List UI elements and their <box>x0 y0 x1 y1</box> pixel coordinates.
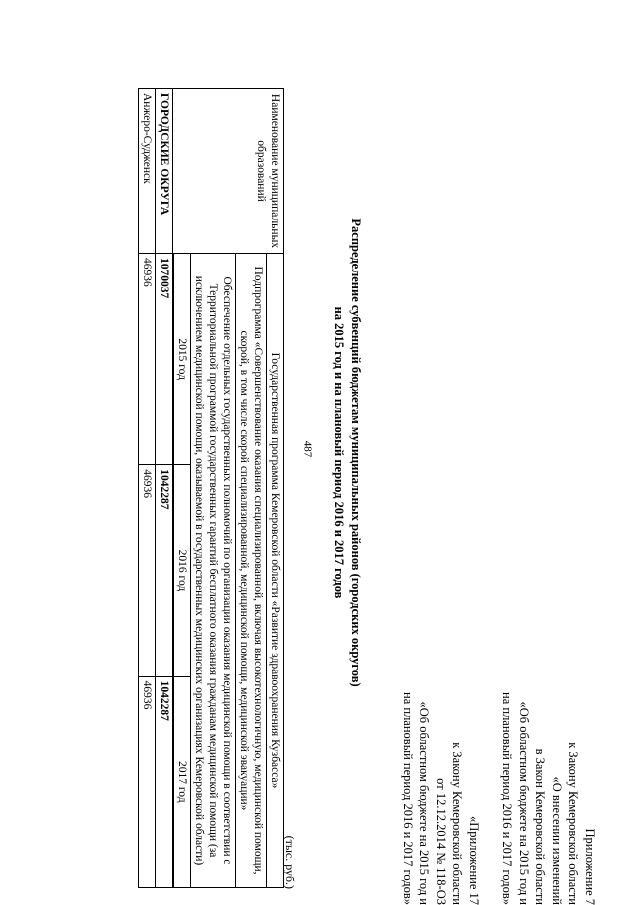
spacer-cell <box>173 465 174 676</box>
row-name: ГОРОДСКИЕ ОКРУГА <box>156 89 173 254</box>
appendix-17-line: к Закону Кемеровской области <box>450 742 465 905</box>
heading-line-2: на 2015 год и на плановый период 2016 и 2017 годов <box>332 306 346 599</box>
year-header: 2017 год <box>174 676 191 887</box>
appendix-17-line: на плановый период 2016 и 2017 годов» <box>401 692 415 905</box>
row-value: 1042287 <box>156 676 173 887</box>
name-header: Наименование муниципальных образований <box>173 89 284 254</box>
spacer-cell <box>173 676 174 887</box>
appendix-17-line: от 12.12.2014 № 118-ОЗ <box>434 778 448 905</box>
appendix-17-line: «Об областном бюджете на 2015 год и <box>417 701 432 905</box>
unit-label: (тыс. руб.) <box>283 835 297 889</box>
row-value: 46936 <box>139 676 156 887</box>
row-value: 46936 <box>139 254 156 465</box>
appendix-17-line: «Приложение 17 <box>467 816 481 905</box>
table-row <box>156 89 173 888</box>
appendix-7-block <box>499 475 598 905</box>
year-header: 2016 год <box>174 465 191 676</box>
subprogram-header: Подпрограмма «Совершенствование оказания специализированной, включая высокотехнологичную, медицинской помощи, скорой, в том числе скорой специализированной, медицинской помощи, медицинской эвакуации» <box>236 254 267 888</box>
spacer-cell <box>173 254 174 465</box>
appendix-7-line: «О внесении изменений <box>550 776 564 905</box>
table-row <box>139 89 156 888</box>
year-header: 2015 год <box>174 254 191 465</box>
row-value: 46936 <box>139 465 156 676</box>
row-value: 1070037 <box>156 254 173 465</box>
appendix-7-line: «Об областном бюджете на 2015 год и <box>517 701 531 905</box>
activity-header: Обеспечение отдельных государственных полномочий по организации оказания медицинской помощи в соответствии с Территориальной программой государственных гарантий бесплатного оказания гражданам медицинской помощи (за исключением медицинской помощи, оказываемой в государственных медицинских организациях Кемеровской области) <box>191 254 236 888</box>
document-heading <box>330 0 364 905</box>
appendix-7-line: на плановый период 2016 и 2017 годов» <box>500 692 515 905</box>
heading-line-1: Распределение субвенций бюджетам муниципальных районов (городских округов) <box>349 218 363 687</box>
program-header: Государственная программа Кемеровской области «Развитие здравоохранения Кузбасса» <box>267 254 284 888</box>
appendix-7-line: Приложение 7 <box>583 828 597 905</box>
appendix-7-line: к Закону Кемеровской области <box>566 742 581 905</box>
table-header-row <box>267 89 284 888</box>
appendix-7-line: в Закон Кемеровской области <box>533 748 548 905</box>
subvention-table <box>138 88 284 888</box>
appendix-17-block <box>400 545 483 905</box>
row-value: 1042287 <box>156 465 173 676</box>
row-name: Анжеро-Судженск <box>139 89 156 254</box>
page-number: 487 <box>301 440 314 458</box>
